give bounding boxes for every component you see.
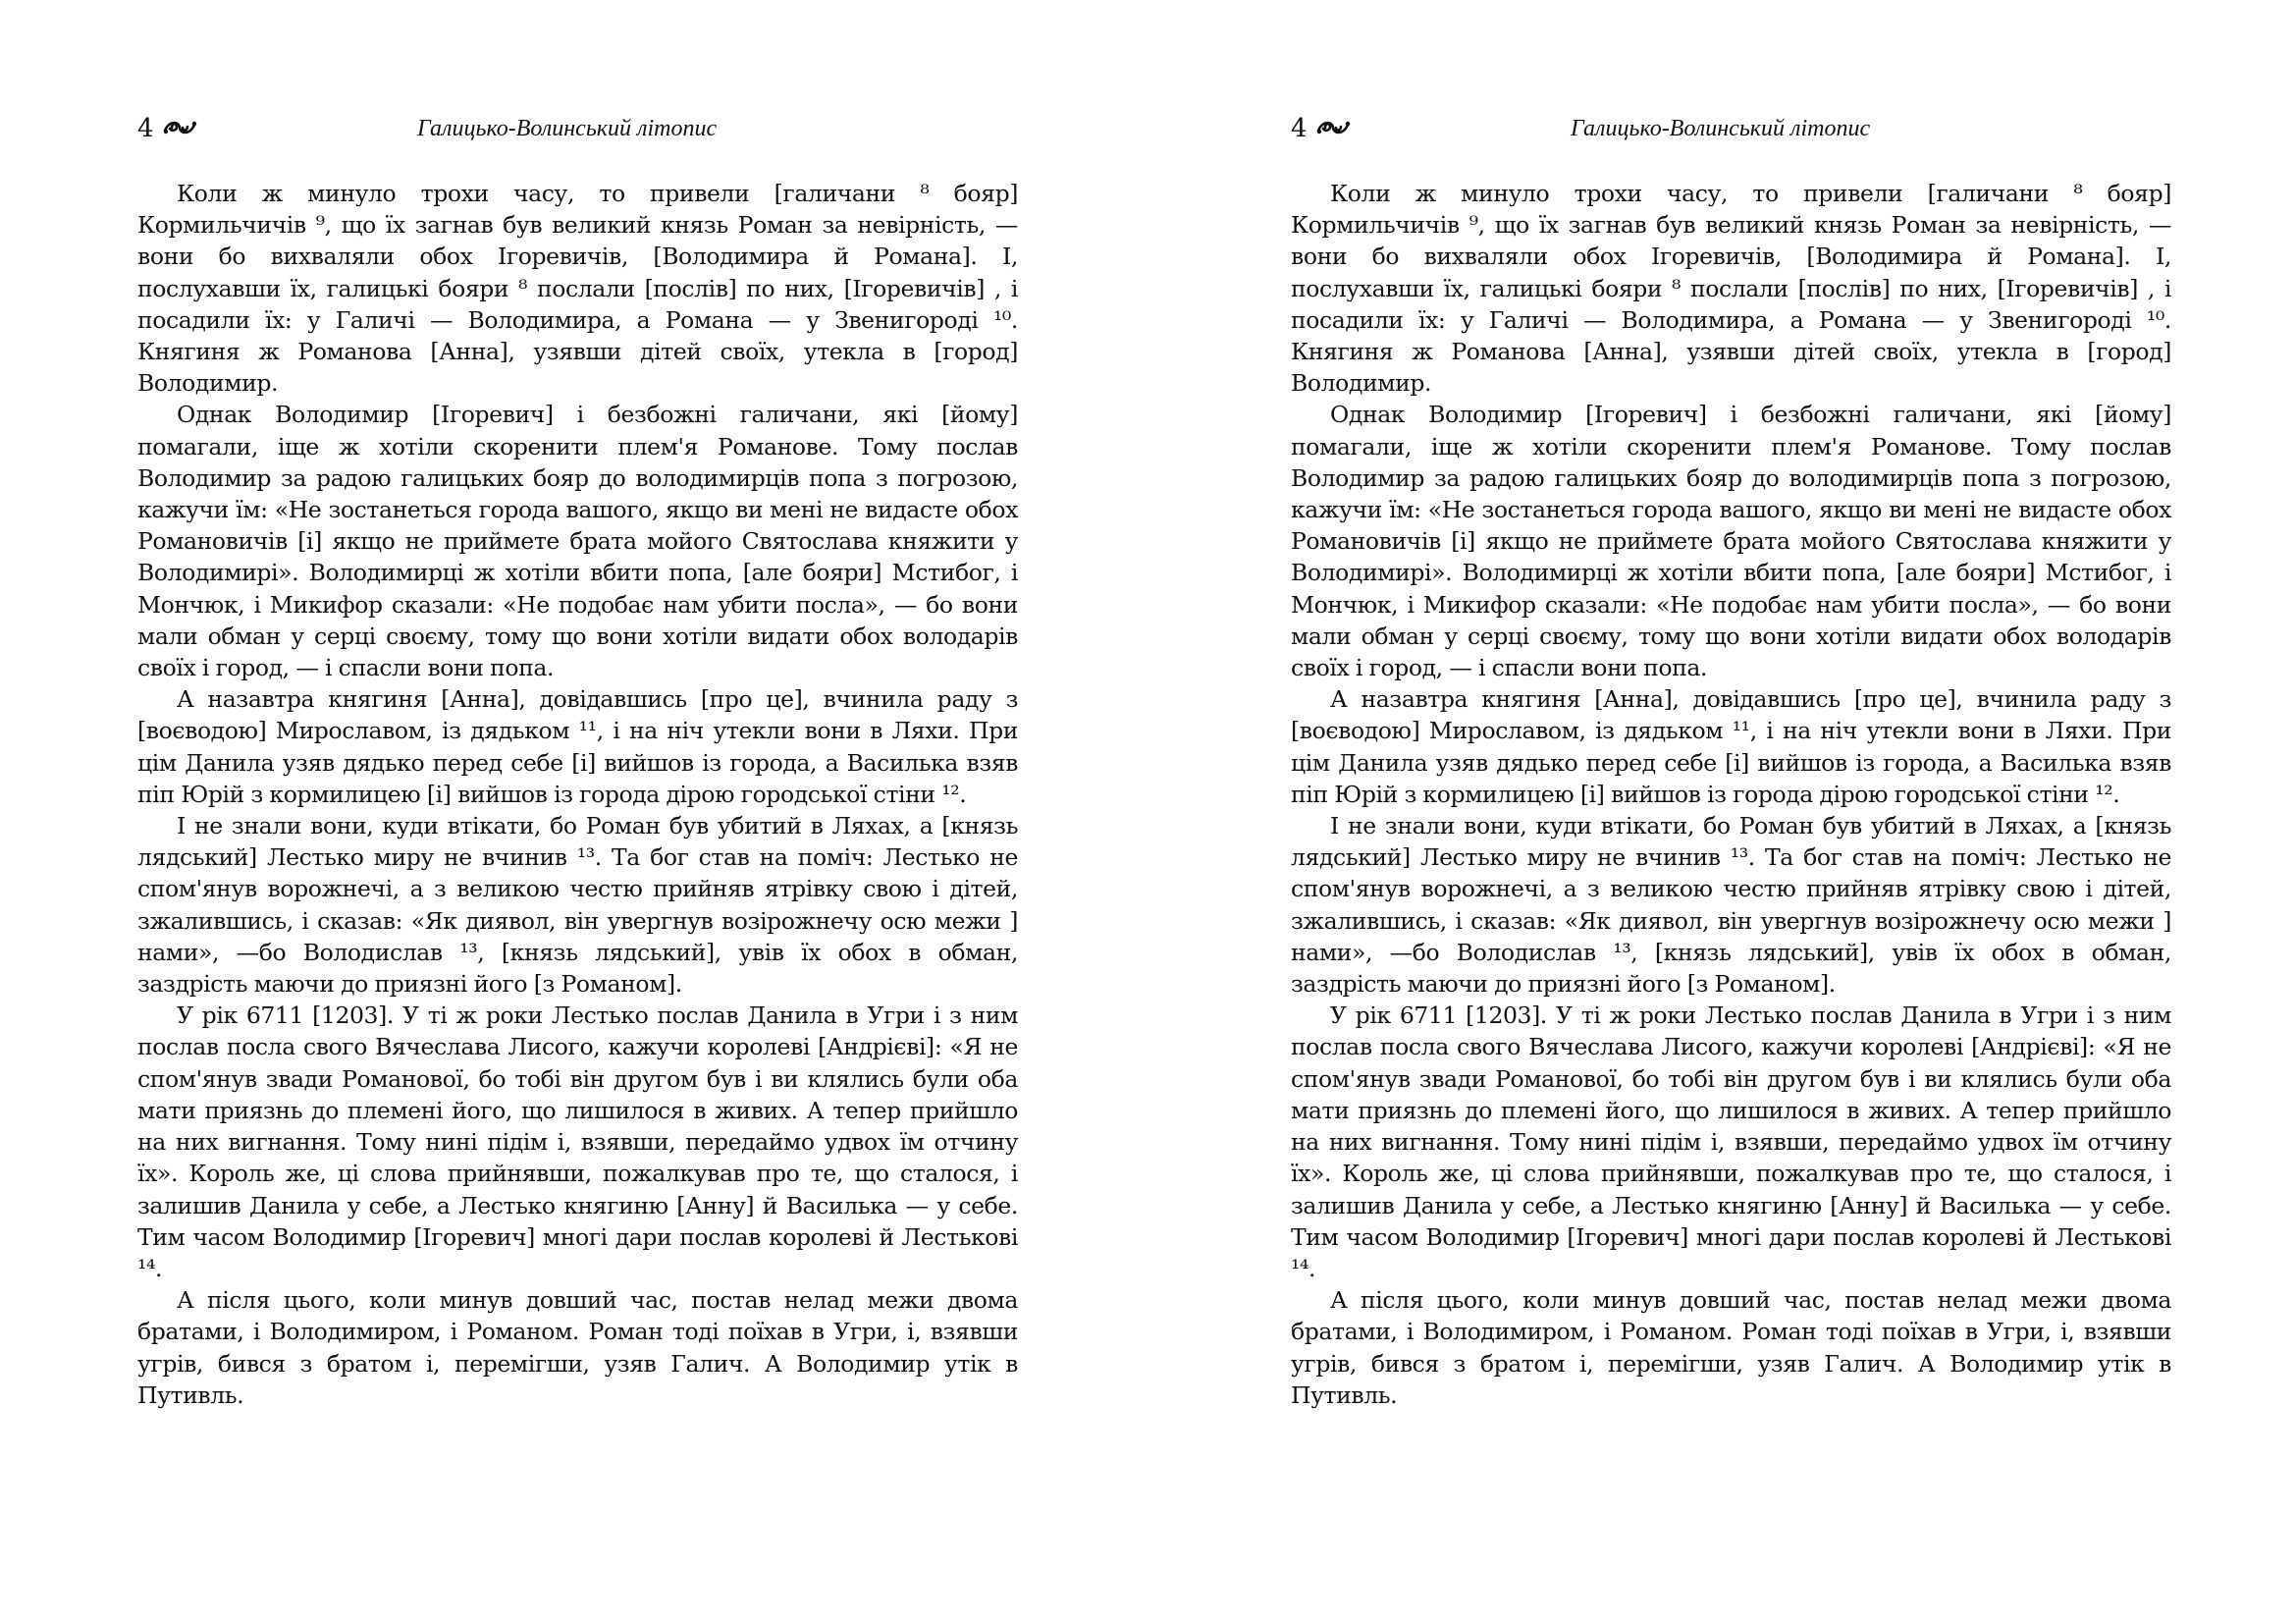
fleuron-ornament-icon <box>1314 115 1352 144</box>
paragraph: Коли ж минуло трохи часу, то привели [галичани ⁸ бояр] Кормильчичів ⁹, що їх загнав був великий князь Роман за невірність, — вони бо вихваляли обох Ігоревичів, [Володимира й Романа]. І, послухавши їх, галицькі бояри ⁸ послали [послів] по них, [Ігоревичів] , і посадили їх: у Галичі — Володимира, а Романа — у Звенигороді ¹⁰. Княгиня ж Романова [Анна], узявши дітей своїх, утекла в [город] Володимир. <box>1291 180 2171 398</box>
paragraph: А після цього, коли минув довший час, постав нелад межи двома братами, і Володимиром, і Романом. Роман тоді поїхав в Угри, і, взявши угрів, бився з братом і, перемігши, узяв Галич. А Володимир утік в Путивль. <box>1291 1286 2171 1409</box>
right-page <box>1291 0 2174 1624</box>
running-title: Галицько-Волинський літопис <box>417 116 718 141</box>
paragraph: А після цього, коли минув довший час, постав нелад межи двома братами, і Володимиром, і Романом. Роман тоді поїхав в Угри, і, взявши угрів, бився з братом і, перемігши, узяв Галич. А Володимир утік в Путивль. <box>137 1286 1018 1409</box>
page-body <box>137 178 1018 1411</box>
paragraph: І не знали вони, куди втікати, бо Роман був убитий в Ляхах, а [князь лядський] Лестько миру не вчинив ¹³. Та бог став на поміч: Лестько не спом'янув ворожнечі, а з великою честю прийняв ятрівку свою і дітей, зжалившись, і сказав: «Як диявол, він увергнув возірожнечу осю межи ] нами», —бо Володислав ¹³, [князь лядський], увів їх обох в обман, заздрість маючи до приязні його [з Романом]. <box>137 812 1018 999</box>
page-number: 4 <box>1291 114 1308 143</box>
running-title: Галицько-Волинський літопис <box>1571 116 1871 141</box>
paragraph: У рік 6711 [1203]. У ті ж роки Лестько послав Данила в Угри і з ним послав посла свого Вячеслава Лисого, кажучи королеві [Андрієві]: «Я не спом'янув звади Романової, бо тобі він другом був і ви клялись були оба мати приязнь до племені його, що лишилося в живих. А тепер прийшло на них вигнання. Тому нині підім і, взявши, передаймо удвох їм отчину їх». Король же, ці слова прийнявши, пожалкував про те, що сталося, і залишив Данила у себе, а Лестько княгиню [Анну] й Василька — у себе. Тим часом Володимир [Ігоревич] многі дари послав королеві й Лестькові ¹⁴. <box>137 1001 1018 1282</box>
page-header <box>1291 111 2174 150</box>
paragraph: І не знали вони, куди втікати, бо Роман був убитий в Ляхах, а [князь лядський] Лестько миру не вчинив ¹³. Та бог став на поміч: Лестько не спом'янув ворожнечі, а з великою честю прийняв ятрівку свою і дітей, зжалившись, і сказав: «Як диявол, він увергнув возірожнечу осю межи ] нами», —бо Володислав ¹³, [князь лядський], увів їх обох в обман, заздрість маючи до приязні його [з Романом]. <box>1291 812 2171 999</box>
paragraph: Однак Володимир [Ігоревич] і безбожні галичани, які [йому] помагали, іще ж хотіли скоренити плем'я Романове. Тому послав Володимир за радою галицьких бояр до володимирців попа з погрозою, кажучи їм: «Не зостанеться города вашого, якщо ви мені не видасте обох Романовичів [і] якщо не приймете брата мойого Святослава княжити у Володимирі». Володимирці ж хотіли вбити попа, [але бояри] Мстибог, і Мончюк, і Микифор сказали: «Не подобає нам убити посла», — бо вони мали обман у серці своєму, тому що вони хотіли видати обох володарів своїх і город, — і спасли вони попа. <box>1291 401 2171 682</box>
paragraph: А назавтра княгиня [Анна], довідавшись [про це], вчинила раду з [воєводою] Мирославом, із дядьком ¹¹, і на ніч утекли вони в Ляхи. При цім Данила узяв дядько перед себе [і] вийшов із города, а Василька взяв піп Юрій з кормилицею [і] вийшов із города дірою городської стіни ¹². <box>1291 685 2171 808</box>
paragraph: Однак Володимир [Ігоревич] і безбожні галичани, які [йому] помагали, іще ж хотіли скоренити плем'я Романове. Тому послав Володимир за радою галицьких бояр до володимирців попа з погрозою, кажучи їм: «Не зостанеться города вашого, якщо ви мені не видасте обох Романовичів [і] якщо не приймете брата мойого Святослава княжити у Володимирі». Володимирці ж хотіли вбити попа, [але бояри] Мстибог, і Мончюк, і Микифор сказали: «Не подобає нам убити посла», — бо вони мали обман у серці своєму, тому що вони хотіли видати обох володарів своїх і город, — і спасли вони попа. <box>137 401 1018 682</box>
paragraph: А назавтра княгиня [Анна], довідавшись [про це], вчинила раду з [воєводою] Мирославом, із дядьком ¹¹, і на ніч утекли вони в Ляхи. При цім Данила узяв дядько перед себе [і] вийшов із города, а Василька взяв піп Юрій з кормилицею [і] вийшов із города дірою городської стіни ¹². <box>137 685 1018 808</box>
page-body <box>1291 178 2171 1411</box>
fleuron-ornament-icon <box>161 115 198 144</box>
page-header <box>137 111 1021 150</box>
left-page <box>137 0 1021 1624</box>
paragraph: Коли ж минуло трохи часу, то привели [галичани ⁸ бояр] Кормильчичів ⁹, що їх загнав був великий князь Роман за невірність, — вони бо вихваляли обох Ігоревичів, [Володимира й Романа]. І, послухавши їх, галицькі бояри ⁸ послали [послів] по них, [Ігоревичів] , і посадили їх: у Галичі — Володимира, а Романа — у Звенигороді ¹⁰. Княгиня ж Романова [Анна], узявши дітей своїх, утекла в [город] Володимир. <box>137 180 1018 398</box>
page-number: 4 <box>137 114 154 143</box>
paragraph: У рік 6711 [1203]. У ті ж роки Лестько послав Данила в Угри і з ним послав посла свого Вячеслава Лисого, кажучи королеві [Андрієві]: «Я не спом'янув звади Романової, бо тобі він другом був і ви клялись були оба мати приязнь до племені його, що лишилося в живих. А тепер прийшло на них вигнання. Тому нині підім і, взявши, передаймо удвох їм отчину їх». Король же, ці слова прийнявши, пожалкував про те, що сталося, і залишив Данила у себе, а Лестько княгиню [Анну] й Василька — у себе. Тим часом Володимир [Ігоревич] многі дари послав королеві й Лестькові ¹⁴. <box>1291 1001 2171 1282</box>
